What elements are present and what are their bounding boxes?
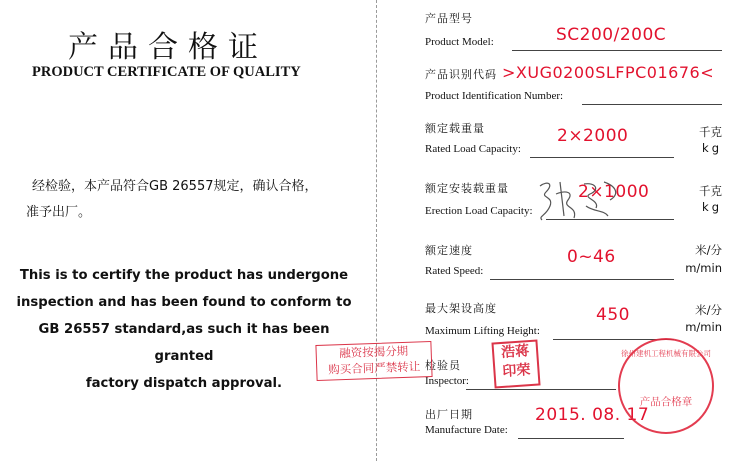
statement-cn-line-2: 准予出厂。 xyxy=(26,205,92,220)
lift-height-unit-en: m/min xyxy=(685,320,722,334)
ident-underline xyxy=(582,104,722,105)
rated-load-unit-cn: 千克 xyxy=(699,125,722,139)
speed-label-cn: 额定速度 xyxy=(425,244,473,257)
seal-center-text: 产品合格章 xyxy=(639,396,693,408)
model-label-cn: 产品型号 xyxy=(425,12,473,25)
ident-label-cn: 产品识别代码 xyxy=(425,68,497,81)
seal-line-1: 浩蒋 xyxy=(500,343,530,361)
speed-value: 0~46 xyxy=(567,247,616,267)
model-value: SC200/200C xyxy=(556,25,667,45)
rated-load-label-en: Rated Load Capacity: xyxy=(425,143,521,155)
center-divider xyxy=(376,0,378,461)
lift-height-value: 450 xyxy=(596,305,630,325)
mfg-date-label-cn: 出厂日期 xyxy=(425,408,473,421)
certificate-title-cn: 产品合格证 xyxy=(68,30,268,65)
speed-underline xyxy=(490,279,674,280)
model-underline xyxy=(512,50,722,51)
speed-label-en: Rated Speed: xyxy=(425,265,484,277)
ident-label-en: Product Identification Number: xyxy=(425,90,564,102)
erection-load-unit-cn: 千克 xyxy=(699,184,722,198)
personal-seal-stamp xyxy=(491,339,540,388)
erection-load-label-cn: 额定安装载重量 xyxy=(425,182,509,195)
ident-value: >XUG0200SLFPC01676< xyxy=(502,63,715,82)
lift-height-unit-cn: 米/分 xyxy=(695,303,722,317)
statement-en-line-1: This is to certify the product has undergone xyxy=(19,268,349,283)
statement-cn-line-1: 经检验，本产品符合GB 26557规定，确认合格， xyxy=(32,179,318,194)
certification-statement-en xyxy=(14,262,354,397)
speed-unit-en: m/min xyxy=(685,261,722,275)
rated-load-value: 2×2000 xyxy=(557,126,629,146)
mfg-date-value: 2015. 08. 17 xyxy=(535,405,650,425)
certification-statement-cn xyxy=(26,174,356,226)
statement-en-line-4: factory dispatch approval. xyxy=(85,376,283,391)
inspector-label-en: Inspector: xyxy=(425,375,469,387)
erection-load-label-en: Erection Load Capacity: xyxy=(425,205,533,217)
certificate-title-en: PRODUCT CERTIFICATE OF QUALITY xyxy=(32,64,301,80)
notice-stamp-line-2: 购买合同严禁转让 xyxy=(328,359,421,377)
seal-company-name: 徐州建机工程机械有限公司 xyxy=(621,349,711,358)
erection-load-unit-en: kg xyxy=(702,200,722,214)
statement-en-line-3: GB 26557 standard,as such it has been granted xyxy=(38,322,330,364)
inspector-signature xyxy=(534,176,626,224)
lift-height-label-cn: 最大架设高度 xyxy=(425,302,497,315)
rated-load-underline xyxy=(530,157,674,158)
inspector-underline xyxy=(466,389,616,390)
notice-stamp-line-1: 融资按揭分期 xyxy=(338,343,409,361)
erection-load-value: 2×1000 xyxy=(578,182,650,202)
model-label-en: Product Model: xyxy=(425,36,494,48)
seal-line-2: 印荣 xyxy=(501,362,532,380)
rated-load-unit-en: kg xyxy=(702,141,722,155)
lift-height-label-en: Maximum Lifting Height: xyxy=(425,325,540,337)
statement-en-line-2: inspection and has been found to conform to xyxy=(16,295,352,310)
rated-load-label-cn: 额定载重量 xyxy=(425,122,485,135)
quality-seal-stamp xyxy=(618,338,714,434)
inspector-label-cn: 检验员 xyxy=(425,359,461,372)
financing-notice-stamp xyxy=(315,341,432,381)
mfg-date-underline xyxy=(518,438,624,439)
speed-unit-cn: 米/分 xyxy=(695,243,722,257)
mfg-date-label-en: Manufacture Date: xyxy=(425,424,508,436)
